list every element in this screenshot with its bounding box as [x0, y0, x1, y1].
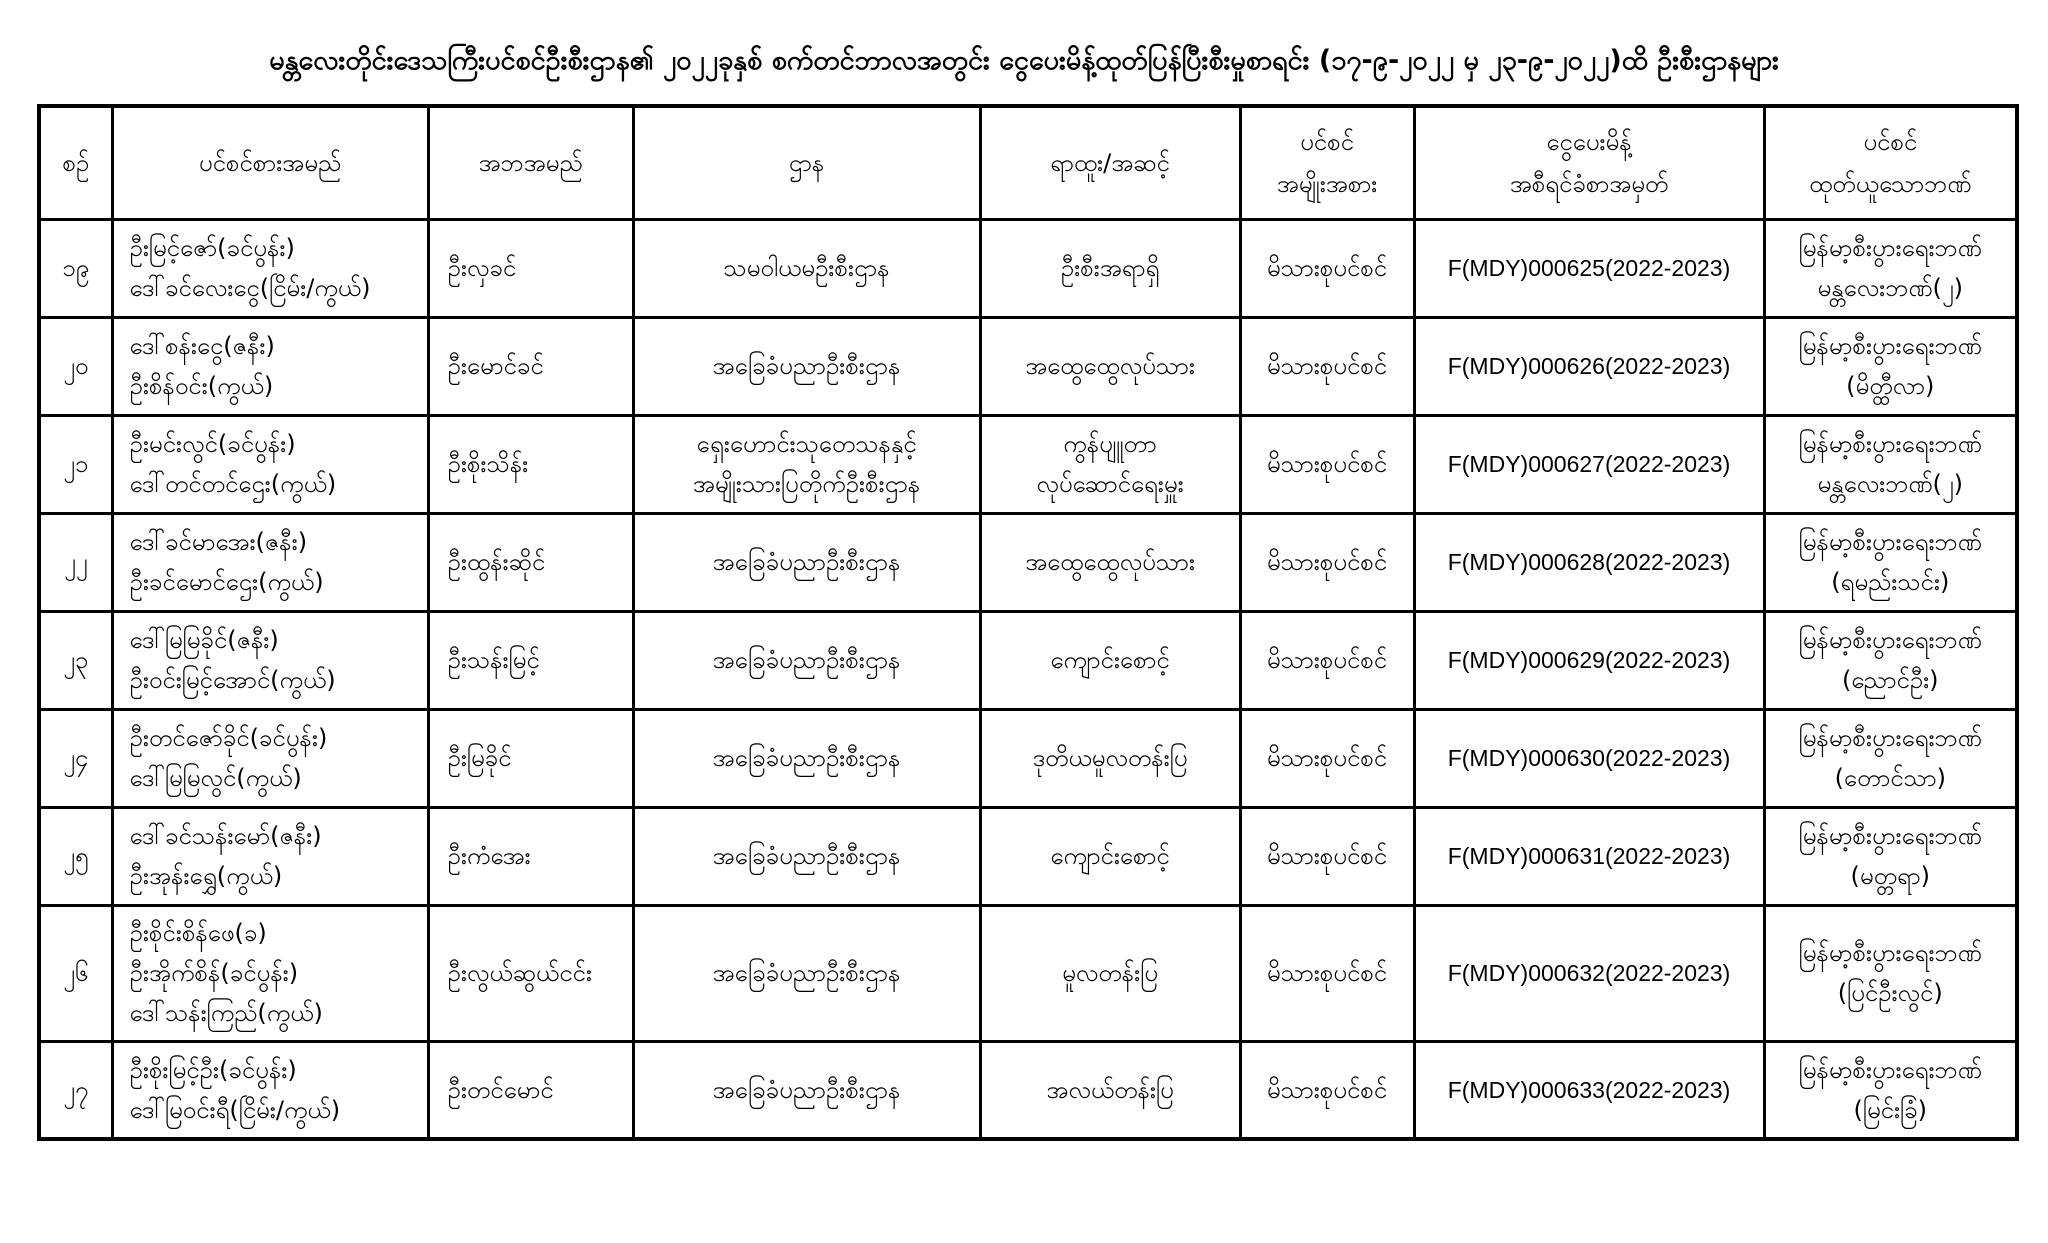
- serial-number: ၁၉: [62, 254, 90, 282]
- pensioner-name-line: ဒေါ်စန်းငွေ(ဇနီး): [129, 332, 275, 360]
- cell-serial: [39, 1041, 112, 1139]
- header-pensioner-name: [112, 106, 428, 219]
- bank-line: မြန်မာ့စီးပွားရေးဘဏ်: [1798, 724, 1982, 752]
- pensioner-name-line: ဒေါ်မြမြခိုင်(ဇနီး): [129, 626, 279, 654]
- cell-serial: [39, 611, 112, 709]
- cell-father-name: [428, 219, 633, 317]
- pensioner-name-line: ဒေါ်ခင်သန်းမော်(ဇနီး): [129, 822, 322, 850]
- father-name: ဦးထွန်းဆိုင်: [447, 548, 546, 576]
- father-name: ဦးလွယ်ဆွယ်ငင်း: [447, 959, 592, 987]
- header-label: ငွေပေးမိန့်: [1546, 127, 1632, 156]
- cell-serial: [39, 317, 112, 415]
- order-number: F(MDY)000627(2022-2023): [1447, 451, 1731, 477]
- header-department: [633, 106, 980, 219]
- bank-line: မြန်မာ့စီးပွားရေးဘဏ်: [1798, 822, 1982, 850]
- cell-pensioner-name: [112, 611, 428, 709]
- serial-number: ၂၅: [63, 842, 89, 870]
- cell-father-name: [428, 709, 633, 807]
- pensioner-name-line: ဒေါ်မြဝင်းရီ(ငြိမ်း/ကွယ်): [129, 1095, 341, 1124]
- department-line: အခြေခံပညာဦးစီးဌာန: [712, 959, 901, 987]
- cell-pension-type: [1240, 611, 1414, 709]
- cell-pensioner-name: [112, 807, 428, 905]
- table-row: [39, 317, 2017, 415]
- order-number: F(MDY)000625(2022-2023): [1447, 255, 1731, 281]
- cell-serial: [39, 709, 112, 807]
- cell-bank: [1764, 905, 2017, 1041]
- cell-serial: [39, 415, 112, 513]
- cell-serial: [39, 513, 112, 611]
- pensioner-name-line: ဦးတင်ဇော်ခိုင်(ခင်ပွန်း): [129, 724, 328, 752]
- pension-type: မိသားစုပင်စင်: [1266, 548, 1388, 576]
- pension-type: မိသားစုပင်စင်: [1266, 959, 1388, 987]
- table-row: [39, 905, 2017, 1041]
- cell-position: [980, 1041, 1240, 1139]
- header-label: ပင်စင်စားအမည်: [198, 148, 342, 177]
- pension-type: မိသားစုပင်စင်: [1266, 254, 1388, 282]
- father-name: ဦးမြခိုင်: [447, 744, 512, 772]
- header-label: စဉ်: [62, 148, 90, 177]
- header-label: အဘအမည်: [478, 148, 583, 177]
- header-row: [39, 106, 2017, 219]
- pensioner-name-line: ဒေါ်ခင်မာအေး(ဇနီး): [129, 528, 308, 556]
- cell-position: [980, 415, 1240, 513]
- cell-serial: [39, 219, 112, 317]
- department-line: အခြေခံပညာဦးစီးဌာန: [712, 548, 901, 576]
- pensioner-name-line: ဦးအိုက်စိန်(ခင်ပွန်း): [129, 959, 299, 987]
- cell-father-name: [428, 1041, 633, 1139]
- position-line: လုပ်ဆောင်ရေးမှူး: [1036, 470, 1184, 498]
- bank-line: (တောင်သာ): [1834, 764, 1946, 792]
- cell-order-number: [1414, 807, 1764, 905]
- cell-order-number: [1414, 1041, 1764, 1139]
- cell-order-number: [1414, 905, 1764, 1041]
- cell-bank: [1764, 1041, 2017, 1139]
- father-name: ဦးသန်းမြင့်: [447, 646, 540, 674]
- position-line: ကွန်ပျူတာ: [1063, 430, 1157, 458]
- cell-department: [633, 219, 980, 317]
- bank-line: (ညောင်ဦး): [1841, 666, 1939, 694]
- cell-father-name: [428, 513, 633, 611]
- pensioner-name-line: ဦးစိုင်းစိန်ဖေ(ခ): [129, 919, 267, 947]
- bank-line: မန္တလေးဘဏ်(၂): [1817, 274, 1964, 302]
- cell-position: [980, 807, 1240, 905]
- cell-father-name: [428, 611, 633, 709]
- header-label: အစီရင်ခံစာအမှတ်: [1509, 169, 1669, 198]
- cell-father-name: [428, 415, 633, 513]
- pensioner-name-line: ဒေါ်မြမြလွင်(ကွယ်): [129, 764, 302, 792]
- cell-pension-type: [1240, 905, 1414, 1041]
- table-row: [39, 513, 2017, 611]
- order-number: F(MDY)000626(2022-2023): [1447, 353, 1731, 379]
- cell-pension-type: [1240, 513, 1414, 611]
- cell-pension-type: [1240, 415, 1414, 513]
- cell-department: [633, 905, 980, 1041]
- bank-line: မန္တလေးဘဏ်(၂): [1817, 470, 1964, 498]
- header-father-name: [428, 106, 633, 219]
- department-line: အခြေခံပညာဦးစီးဌာန: [712, 1075, 901, 1104]
- header-label: ပင်စင်: [1300, 127, 1354, 156]
- pension-type: မိသားစုပင်စင်: [1266, 842, 1388, 870]
- cell-order-number: [1414, 415, 1764, 513]
- department-line: အခြေခံပညာဦးစီးဌာန: [712, 744, 901, 772]
- bank-line: (ပြင်ဦးလွင်): [1837, 979, 1943, 1007]
- bank-line: (ရမည်းသင်း): [1831, 568, 1950, 596]
- table-row: [39, 611, 2017, 709]
- header-label: ပင်စင်: [1863, 127, 1918, 156]
- position-line: ကျောင်းစောင့်: [1050, 646, 1170, 674]
- cell-order-number: [1414, 219, 1764, 317]
- cell-pensioner-name: [112, 905, 428, 1041]
- cell-pension-type: [1240, 219, 1414, 317]
- cell-pension-type: [1240, 807, 1414, 905]
- page-title: မန္တလေးတိုင်းဒေသကြီးပင်စင်ဦးစီးဌာန၏ ၂၀၂၂ခုနှစ် စက်တင်ဘာလအတွင်း ငွေပေးမိန့်ထုတ်ပြန်ပြီးစီးမှုစာရင်း (၁၇-၉-၂၀၂၂ မှ ၂၃-၉-၂၀၂၂)ထိ ဦးစီးဌာနများ: [269, 45, 1779, 76]
- cell-position: [980, 513, 1240, 611]
- header-label: ဌာန: [788, 148, 825, 177]
- department-line: သမဝါယမဦးစီးဌာန: [723, 254, 890, 282]
- serial-number: ၂၇: [63, 1075, 89, 1104]
- cell-pensioner-name: [112, 709, 428, 807]
- cell-order-number: [1414, 513, 1764, 611]
- position-line: ကျောင်းစောင့်: [1050, 842, 1170, 870]
- father-name: ဦးမောင်ခင်: [447, 352, 544, 380]
- bank-line: မြန်မာ့စီးပွားရေးဘဏ်: [1798, 528, 1982, 556]
- bank-line: မြန်မာ့စီးပွားရေးဘဏ်: [1798, 430, 1982, 458]
- pension-type: မိသားစုပင်စင်: [1266, 450, 1388, 478]
- father-name: ဦးစိုးသိန်း: [447, 450, 529, 478]
- father-name: ဦးကံအေး: [447, 842, 531, 870]
- pensioner-name-line: ဒေါ်ခင်လေးငွေ(ငြိမ်း/ကွယ်): [129, 274, 371, 302]
- father-name: ဦးတင်မောင်: [447, 1075, 554, 1104]
- cell-department: [633, 513, 980, 611]
- pension-type: မိသားစုပင်စင်: [1266, 352, 1388, 380]
- pensioner-name-line: ဦးခင်မောင်ဌေး(ကွယ်): [129, 568, 324, 596]
- cell-pensioner-name: [112, 415, 428, 513]
- serial-number: ၂၁: [63, 450, 89, 478]
- cell-position: [980, 611, 1240, 709]
- pension-type: မိသားစုပင်စင်: [1266, 744, 1388, 772]
- cell-position: [980, 709, 1240, 807]
- order-number: F(MDY)000628(2022-2023): [1447, 549, 1731, 575]
- pensioner-name-line: ဦးမင်းလွင်(ခင်ပွန်း): [129, 430, 296, 458]
- pensioner-name-line: ဦးစိန်ဝင်း(ကွယ်): [129, 372, 274, 400]
- order-number: F(MDY)000629(2022-2023): [1447, 647, 1731, 673]
- position-line: ဦးစီးအရာရှိ: [1060, 254, 1160, 282]
- table-row: [39, 415, 2017, 513]
- serial-number: ၂၃: [63, 646, 89, 674]
- cell-pension-type: [1240, 709, 1414, 807]
- department-line: အမျိုးသားပြတိုက်ဦးစီးဌာန: [692, 470, 921, 498]
- table-row: [39, 1041, 2017, 1139]
- cell-order-number: [1414, 709, 1764, 807]
- header-label: အမျိုးအစား: [1276, 169, 1378, 198]
- cell-bank: [1764, 709, 2017, 807]
- pensioner-name-line: ဦးဝင်းမြင့်အောင်(ကွယ်): [129, 666, 336, 694]
- order-number: F(MDY)000633(2022-2023): [1447, 1076, 1731, 1103]
- cell-bank: [1764, 317, 2017, 415]
- bank-line: မြန်မာ့စီးပွားရေးဘဏ်: [1798, 1055, 1982, 1084]
- cell-department: [633, 709, 980, 807]
- table-row: [39, 709, 2017, 807]
- position-line: အထွေထွေလုပ်သား: [1025, 548, 1195, 576]
- position-line: အထွေထွေလုပ်သား: [1025, 352, 1195, 380]
- header-label: ရာထူး/အဆင့်: [1050, 148, 1170, 177]
- cell-order-number: [1414, 317, 1764, 415]
- header-label: ထုတ်ယူသောဘဏ်: [1809, 169, 1972, 198]
- cell-serial: [39, 905, 112, 1041]
- serial-number: ၂၂: [63, 548, 88, 576]
- bank-line: မြန်မာ့စီးပွားရေးဘဏ်: [1798, 626, 1982, 654]
- order-number: F(MDY)000632(2022-2023): [1447, 960, 1731, 986]
- cell-department: [633, 611, 980, 709]
- cell-father-name: [428, 807, 633, 905]
- pensioner-name-line: ဒေါ်သန်းကြည်(ကွယ်): [129, 999, 323, 1027]
- cell-department: [633, 317, 980, 415]
- order-number: F(MDY)000630(2022-2023): [1447, 745, 1731, 771]
- cell-bank: [1764, 513, 2017, 611]
- table-row: [39, 219, 2017, 317]
- serial-number: ၂၀: [63, 352, 89, 380]
- cell-department: [633, 807, 980, 905]
- cell-order-number: [1414, 611, 1764, 709]
- cell-department: [633, 1041, 980, 1139]
- order-number: F(MDY)000631(2022-2023): [1447, 843, 1731, 869]
- bank-line: မြန်မာ့စီးပွားရေးဘဏ်: [1798, 332, 1982, 360]
- cell-pensioner-name: [112, 219, 428, 317]
- cell-pensioner-name: [112, 317, 428, 415]
- cell-serial: [39, 807, 112, 905]
- header-bank: [1764, 106, 2017, 219]
- header-position: [980, 106, 1240, 219]
- cell-father-name: [428, 317, 633, 415]
- bank-line: မြန်မာ့စီးပွားရေးဘဏ်: [1798, 234, 1982, 262]
- pension-type: မိသားစုပင်စင်: [1266, 646, 1388, 674]
- cell-bank: [1764, 415, 2017, 513]
- pensioner-name-line: ဦးမြင့်ဇော်(ခင်ပွန်း): [129, 234, 295, 262]
- department-line: အခြေခံပညာဦးစီးဌာန: [712, 352, 901, 380]
- cell-position: [980, 905, 1240, 1041]
- cell-bank: [1764, 219, 2017, 317]
- header-pension-type: [1240, 106, 1414, 219]
- cell-department: [633, 415, 980, 513]
- pension-table: [37, 104, 2019, 1141]
- department-line: ရှေးဟောင်းသုတေသနနှင့်: [696, 430, 917, 458]
- bank-line: (မတ္တရာ): [1850, 862, 1930, 890]
- pensioner-name-line: ဦးစိုးမြင့်ဦး(ခင်ပွန်း): [129, 1055, 297, 1084]
- cell-pensioner-name: [112, 1041, 428, 1139]
- cell-position: [980, 317, 1240, 415]
- bank-line: (မြင်းခြံ): [1853, 1095, 1927, 1124]
- father-name: ဦးလှခင်: [447, 254, 517, 282]
- header-order-number: [1414, 106, 1764, 219]
- serial-number: ၂၆: [63, 959, 89, 987]
- cell-bank: [1764, 611, 2017, 709]
- bank-line: မြန်မာ့စီးပွားရေးဘဏ်: [1798, 939, 1982, 967]
- position-line: မူလတန်းပြ: [1062, 959, 1158, 987]
- position-line: ဒုတိယမူလတန်းပြ: [1032, 744, 1188, 772]
- table-row: [39, 807, 2017, 905]
- pensioner-name-line: ဒေါ်တင်တင်ဌေး(ကွယ်): [129, 470, 337, 498]
- bank-line: (မိတ္ထီလာ): [1846, 372, 1935, 400]
- serial-number: ၂၄: [63, 744, 89, 772]
- cell-pensioner-name: [112, 513, 428, 611]
- cell-father-name: [428, 905, 633, 1041]
- pensioner-name-line: ဦးအုန်းရွှေ(ကွယ်): [129, 862, 283, 890]
- cell-bank: [1764, 807, 2017, 905]
- department-line: အခြေခံပညာဦးစီးဌာန: [712, 646, 901, 674]
- pension-type: မိသားစုပင်စင်: [1266, 1075, 1388, 1104]
- position-line: အလယ်တန်းပြ: [1046, 1075, 1174, 1104]
- cell-pension-type: [1240, 317, 1414, 415]
- department-line: အခြေခံပညာဦးစီးဌာန: [712, 842, 901, 870]
- cell-pension-type: [1240, 1041, 1414, 1139]
- cell-position: [980, 219, 1240, 317]
- header-serial: [39, 106, 112, 219]
